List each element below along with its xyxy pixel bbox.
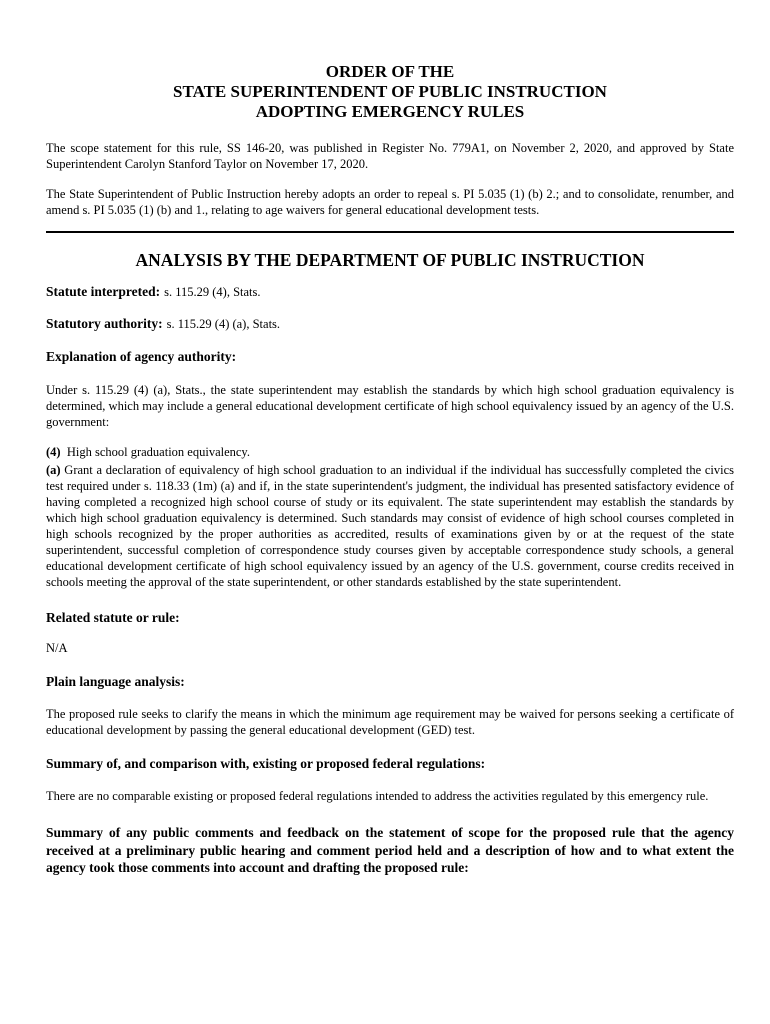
statute-a-label: (a) [46,463,61,477]
related-value: N/A [46,641,68,655]
order-title [46,62,734,122]
order-title-line-3: ADOPTING EMERGENCY RULES [255,102,525,121]
statute-a-text: Grant a declaration of equivalency of high school graduation to an individual if the individual has successfully completed the civics test required under s. 118.33 (1m) (a) and if, in the state superintendent's judgment, the individual has presented satisfactory evidence of having completed a recognized high school course of study or its equivalent. The state superintendent may establish the standards by which high school graduation equivalency is determined. Such standards may consist of evidence of high school courses completed in high schools recognized by the proper authorities as accredited, results of examinations given by or at the request of the state superintendent, successful completion of correspondence study courses given by acceptable correspondence study schools, a general educational development certificate of high school equivalency issued by an agency of the U.S. government, course credits received in schools meeting the approval of the state superintendent, or other standards established by the state superintendent. [46,463,734,589]
statutory-authority-row [46,316,734,332]
order-title-line-1: ORDER OF THE [325,62,455,81]
section-divider [46,231,734,233]
statute-paragraph-a [46,462,734,590]
scope-statement: The scope statement for this rule, SS 146-20, was published in Register No. 779A1, on November 2, 2020, and approved by State Superintendent Carolyn Stanford Taylor on November 17, 2020. [46,141,734,171]
order-title-line-2: STATE SUPERINTENDENT OF PUBLIC INSTRUCTION [173,82,607,101]
document-page [46,62,734,877]
explanation-text: Under s. 115.29 (4) (a), Stats., the state superintendent may establish the standards by which high school graduation equivalency is determined, which may include a general educational development certificate of high school equivalency issued by an agency of the U.S. government: [46,383,734,429]
statute-sub-title: High school graduation equivalency. [66,445,250,459]
statute-interpreted-value: s. 115.29 (4), Stats. [164,285,261,299]
plain-language-heading: Plain language analysis: [46,674,185,689]
statute-subsection-title [46,444,734,460]
statute-sub-number: (4) [46,445,61,459]
statutory-authority-label: Statutory authority: [46,316,163,331]
statutory-authority-value: s. 115.29 (4) (a), Stats. [166,317,281,331]
federal-text: There are no comparable existing or proposed federal regulations intended to address the activities regulated by this emergency rule. [46,789,709,803]
explanation-heading: Explanation of agency authority: [46,349,237,364]
order-statement: The State Superintendent of Public Instruction hereby adopts an order to repeal s. PI 5.035 (1) (b) 2.; and to consolidate, renumber, and amend s. PI 5.035 (1) (b) and 1., relating to age waivers for general educational development tests. [46,187,734,217]
related-heading: Related statute or rule: [46,610,180,625]
federal-heading: Summary of, and comparison with, existing or proposed federal regulations: [46,756,486,771]
statute-interpreted-row [46,284,734,300]
public-comments-heading: Summary of any public comments and feedback on the statement of scope for the proposed rule that the agency received at a preliminary public hearing and comment period held and a description of how and to what extent the agency took those comments into account and drafting the proposed rule: [46,825,734,875]
analysis-title: ANALYSIS BY THE DEPARTMENT OF PUBLIC INSTRUCTION [135,250,645,270]
plain-language-text: The proposed rule seeks to clarify the means in which the minimum age requirement may be waived for persons seeking a certificate of educational development by passing the general educational development (GED) test. [46,707,734,737]
statute-interpreted-label: Statute interpreted: [46,284,161,299]
